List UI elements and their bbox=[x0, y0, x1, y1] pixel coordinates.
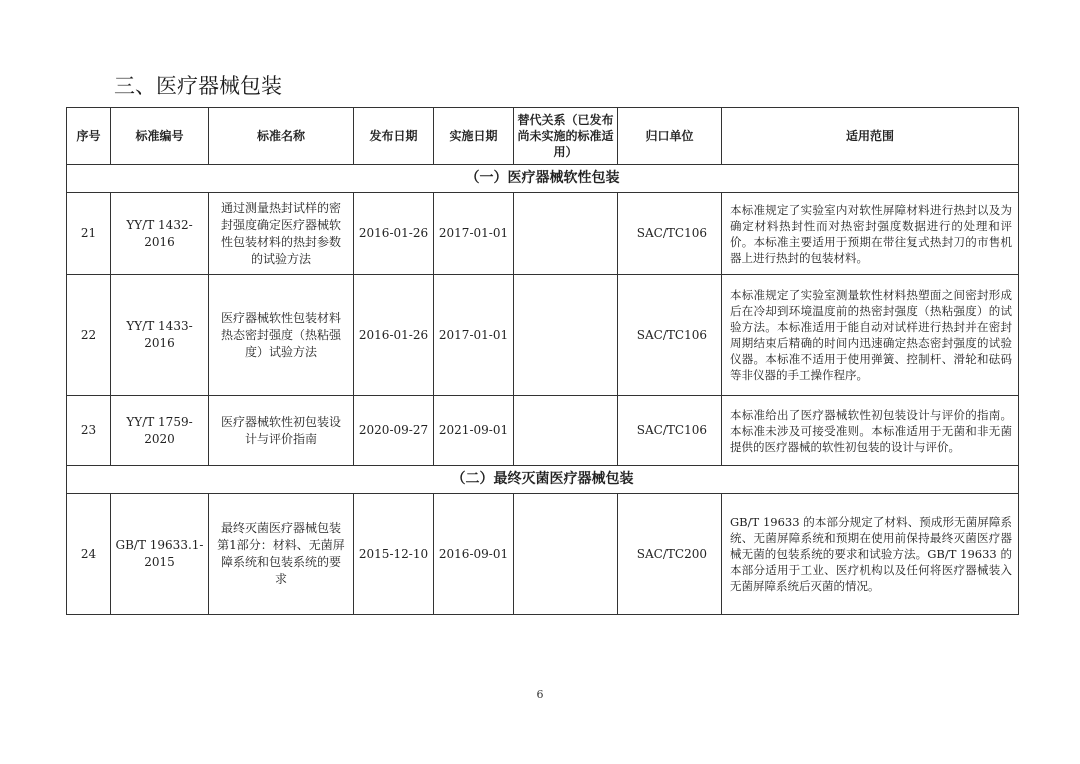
cell-unit: SAC/TC200 bbox=[618, 494, 722, 615]
cell-unit: SAC/TC106 bbox=[618, 193, 722, 275]
cell-replaces bbox=[514, 275, 618, 396]
table-row bbox=[67, 193, 1019, 275]
cell-effective: 2017-01-01 bbox=[434, 193, 514, 275]
table-row bbox=[67, 275, 1019, 396]
cell-unit: SAC/TC106 bbox=[618, 396, 722, 466]
cell-effective: 2016-09-01 bbox=[434, 494, 514, 615]
col-header-code: 标准编号 bbox=[111, 108, 209, 165]
col-header-scope: 适用范围 bbox=[722, 108, 1019, 165]
col-header-no: 序号 bbox=[67, 108, 111, 165]
cell-name: 医疗器械软性包装材料热态密封强度（热粘强度）试验方法 bbox=[209, 275, 354, 396]
cell-code: YY/T 1433-2016 bbox=[111, 275, 209, 396]
cell-replaces bbox=[514, 396, 618, 466]
cell-name: 通过测量热封试样的密封强度确定医疗器械软性包装材料的热封参数的试验方法 bbox=[209, 193, 354, 275]
cell-code: GB/T 19633.1-2015 bbox=[111, 494, 209, 615]
col-header-effective: 实施日期 bbox=[434, 108, 514, 165]
section-heading: 三、医疗器械包装 bbox=[114, 74, 282, 98]
cell-published: 2020-09-27 bbox=[354, 396, 434, 466]
cell-code: YY/T 1432-2016 bbox=[111, 193, 209, 275]
col-header-name: 标准名称 bbox=[209, 108, 354, 165]
section-row bbox=[67, 165, 1019, 193]
section-title: （一）医疗器械软性包装 bbox=[67, 165, 1019, 193]
cell-effective: 2021-09-01 bbox=[434, 396, 514, 466]
cell-scope: 本标准给出了医疗器械软性初包装设计与评价的指南。本标准未涉及可接受准则。本标准适用于无菌和非无菌提供的医疗器械的软性初包装的设计与评价。 bbox=[722, 396, 1019, 466]
standards-table bbox=[66, 107, 1019, 615]
cell-name: 最终灭菌医疗器械包装 第1部分：材料、无菌屏障系统和包装系统的要求 bbox=[209, 494, 354, 615]
cell-unit: SAC/TC106 bbox=[618, 275, 722, 396]
cell-scope: 本标准规定了实验室测量软性材料热塑面之间密封形成后在冷却到环境温度前的热密封强度（热粘强度）的试验方法。本标准适用于能自动对试样进行热封并在密封周期结束后精确的时间内迅速确定热态密封强度的试验仪器。本标准不适用于使用弹簧、控制杆、滑轮和砝码等非仪器的手工操作程序。 bbox=[722, 275, 1019, 396]
col-header-replaces: 替代关系（已发布尚未实施的标准适用） bbox=[514, 108, 618, 165]
col-header-unit: 归口单位 bbox=[618, 108, 722, 165]
cell-name: 医疗器械软性初包装设计与评价指南 bbox=[209, 396, 354, 466]
cell-scope: 本标准规定了实验室内对软性屏障材料进行热封以及为确定材料热封性而对热密封强度数据进行的处理和评价。本标准主要适用于预期在带往复式热封刀的市售机器上进行热封的包装材料。 bbox=[722, 193, 1019, 275]
cell-replaces bbox=[514, 193, 618, 275]
cell-replaces bbox=[514, 494, 618, 615]
section-row bbox=[67, 466, 1019, 494]
table-row bbox=[67, 396, 1019, 466]
cell-published: 2015-12-10 bbox=[354, 494, 434, 615]
header-row bbox=[67, 108, 1019, 165]
col-header-published: 发布日期 bbox=[354, 108, 434, 165]
cell-no: 24 bbox=[67, 494, 111, 615]
cell-published: 2016-01-26 bbox=[354, 275, 434, 396]
cell-scope: GB/T 19633 的本部分规定了材料、预成形无菌屏障系统、无菌屏障系统和预期在使用前保持最终灭菌医疗器械无菌的包装系统的要求和试验方法。GB/T 19633 的本部分适用于工业、医疗机构以及任何将医疗器械装入无菌屏障系统后灭菌的情况。 bbox=[722, 494, 1019, 615]
cell-no: 22 bbox=[67, 275, 111, 396]
cell-no: 23 bbox=[67, 396, 111, 466]
table-row bbox=[67, 494, 1019, 615]
section-title: （二）最终灭菌医疗器械包装 bbox=[67, 466, 1019, 494]
cell-no: 21 bbox=[67, 193, 111, 275]
cell-effective: 2017-01-01 bbox=[434, 275, 514, 396]
page-number: 6 bbox=[536, 688, 544, 701]
cell-published: 2016-01-26 bbox=[354, 193, 434, 275]
cell-code: YY/T 1759-2020 bbox=[111, 396, 209, 466]
